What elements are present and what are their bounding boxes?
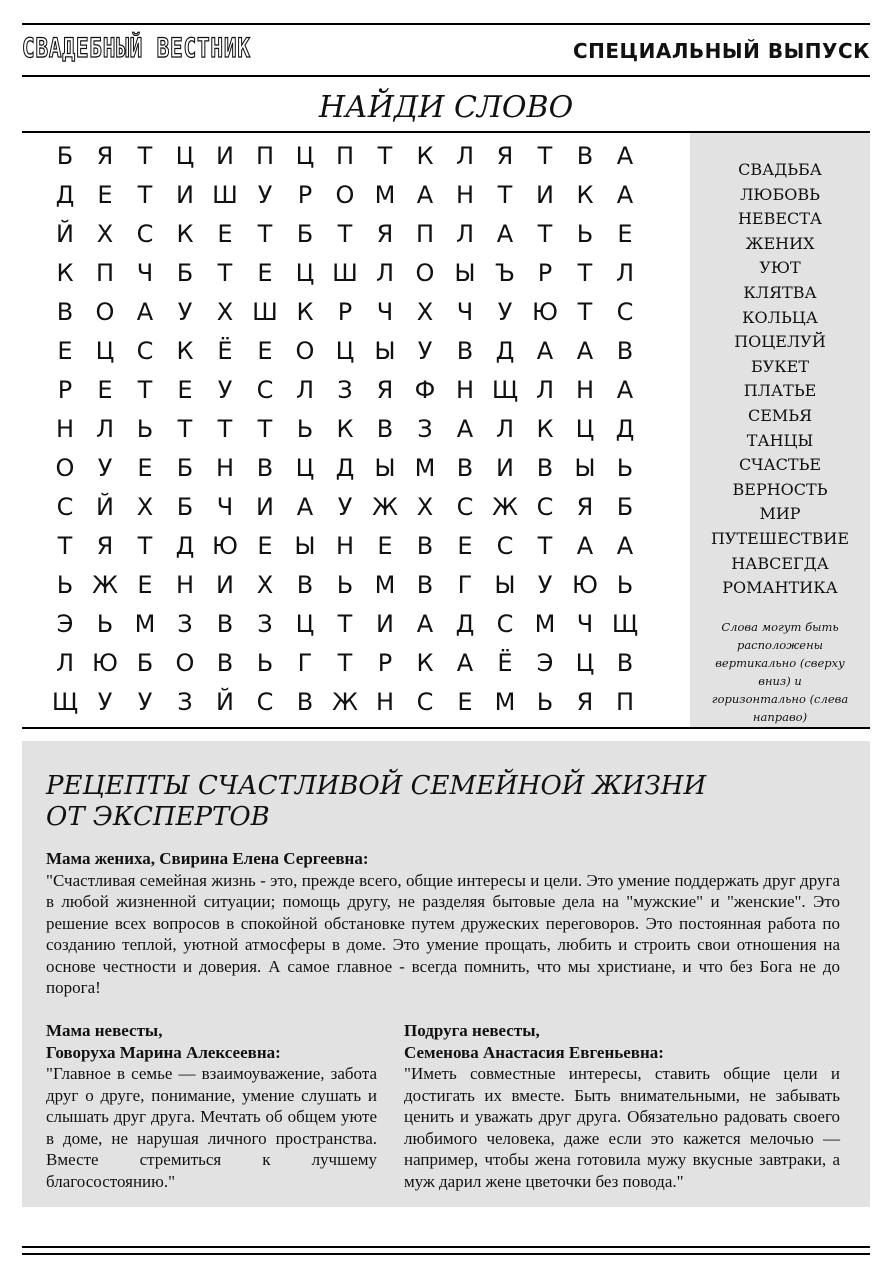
- grid-cell: Ц: [295, 454, 315, 482]
- grid-cell: Ы: [374, 454, 396, 482]
- grid-cell: Л: [535, 376, 555, 404]
- grid-cell: В: [456, 337, 474, 365]
- grid-cell: М: [134, 610, 156, 638]
- grid-cell: А: [416, 181, 434, 209]
- grid-cell: К: [536, 415, 554, 443]
- grid-cell: Х: [256, 571, 274, 599]
- grid-cell: Ы: [494, 571, 516, 599]
- grid-cell: Б: [296, 220, 314, 248]
- grid-cell: М: [534, 610, 556, 638]
- grid-cell: С: [256, 376, 274, 404]
- grid-cell: Е: [137, 571, 153, 599]
- grid-cell: В: [216, 610, 234, 638]
- word-list-item: БУКЕТ: [750, 356, 810, 376]
- grid-cell: Ц: [575, 649, 595, 677]
- word-list-item: ПУТЕШЕСТВИЕ: [710, 528, 850, 548]
- grid-cell: О: [55, 454, 75, 482]
- grid-cell: Ч: [456, 298, 474, 326]
- grid-cell: Ч: [216, 493, 234, 521]
- grid-cell: Х: [216, 298, 234, 326]
- quote-text: "Иметь совместные интересы, ставить общие цели и достигать их вместе. Быть внимательными, не забывать ценить и уважать друг друга. Обязательно радовать своего любимого человека, даже если это кажется мелочью — например, чтобы жена готовила мужу вкусные завтраки, а муж дарил жене цветочки без повода.": [404, 1064, 840, 1191]
- grid-cell: Я: [576, 493, 594, 521]
- grid-cell: Е: [257, 337, 273, 365]
- grid-cell: А: [536, 337, 554, 365]
- grid-cell: Л: [55, 649, 75, 677]
- grid-cell: А: [496, 220, 514, 248]
- grid-cell: Ь: [616, 571, 634, 599]
- grid-cell: В: [296, 688, 314, 716]
- grid-cell: У: [137, 688, 153, 716]
- grid-cell: Ь: [536, 688, 554, 716]
- grid-cell: Ю: [532, 298, 558, 326]
- grid-cell: О: [175, 649, 195, 677]
- grid-cell: З: [257, 610, 273, 638]
- grid-cell: Я: [576, 688, 594, 716]
- word-list-item: ЛЮБОВЬ: [740, 184, 820, 204]
- grid-cell: Т: [257, 415, 273, 443]
- grid-cell: Ь: [576, 220, 594, 248]
- grid-cell: У: [177, 298, 193, 326]
- grid-cell: Д: [455, 610, 475, 638]
- grid-cell: Д: [495, 337, 515, 365]
- grid-cell: Н: [375, 688, 395, 716]
- grid-cell: А: [576, 337, 594, 365]
- recipes-title-line-1: РЕЦЕПТЫ СЧАСТЛИВОЙ СЕМЕЙНОЙ ЖИЗНИ: [46, 771, 707, 801]
- word-list-item: СЧАСТЬЕ: [738, 455, 822, 475]
- grid-cell: Х: [136, 493, 154, 521]
- grid-cell: В: [536, 454, 554, 482]
- grid-cell: Ё: [217, 337, 233, 365]
- grid-cell: Т: [137, 376, 153, 404]
- wordsearch-title: НАЙДИ СЛОВО: [318, 90, 574, 125]
- grid-cell: Ж: [332, 688, 358, 716]
- word-list-item: КОЛЬЦА: [742, 307, 818, 327]
- quote-bride-mother: [46, 1020, 377, 1192]
- grid-cell: В: [416, 532, 434, 560]
- grid-cell: Р: [297, 181, 313, 209]
- grid-cell: З: [177, 688, 193, 716]
- grid-cell: О: [335, 181, 355, 209]
- grid-cell: Ю: [572, 571, 598, 599]
- quote-author-line-2: Семенова Анастасия Евгеньевна:: [404, 1042, 664, 1062]
- grid-cell: Ц: [175, 142, 195, 170]
- grid-cell: Ш: [212, 181, 238, 209]
- grid-cell: Ж: [372, 493, 398, 521]
- grid-cell: В: [616, 337, 634, 365]
- grid-cell: Я: [496, 142, 514, 170]
- grid-cell: С: [496, 532, 514, 560]
- grid-cell: М: [374, 181, 396, 209]
- grid-cell: Ъ: [495, 259, 515, 287]
- grid-cell: П: [415, 220, 435, 248]
- grid-cell: Н: [455, 376, 475, 404]
- grid-cell: И: [536, 181, 554, 209]
- grid-cell: П: [615, 688, 635, 716]
- grid-cell: Б: [136, 649, 154, 677]
- grid-cell: П: [95, 259, 115, 287]
- grid-cell: Л: [615, 259, 635, 287]
- word-list-item: ТАНЦЫ: [746, 430, 814, 450]
- grid-cell: И: [176, 181, 194, 209]
- grid-cell: О: [95, 298, 115, 326]
- grid-cell: Т: [537, 532, 553, 560]
- grid-cell: В: [376, 415, 394, 443]
- grid-cell: Б: [176, 493, 194, 521]
- grid-cell: И: [376, 610, 394, 638]
- grid-cell: Т: [337, 220, 353, 248]
- grid-cell: Ь: [256, 649, 274, 677]
- grid-cell: З: [417, 415, 433, 443]
- grid-cell: М: [414, 454, 436, 482]
- grid-cell: Д: [55, 181, 75, 209]
- grid-cell: К: [56, 259, 74, 287]
- masthead: [22, 31, 870, 71]
- grid-cell: Б: [176, 454, 194, 482]
- grid-cell: Е: [257, 259, 273, 287]
- grid-cell: Б: [56, 142, 74, 170]
- grid-cell: Ы: [574, 454, 596, 482]
- grid-cell: Е: [457, 532, 473, 560]
- grid-cell: Е: [97, 376, 113, 404]
- grid-cell: Е: [97, 181, 113, 209]
- grid-cell: Я: [376, 376, 394, 404]
- word-list: [690, 158, 870, 601]
- grid-cell: Е: [257, 532, 273, 560]
- grid-cell: З: [177, 610, 193, 638]
- grid-cell: С: [456, 493, 474, 521]
- word-list-item: РОМАНТИКА: [722, 578, 838, 598]
- grid-cell: Я: [96, 532, 114, 560]
- recipes-section: [22, 741, 870, 1207]
- quote-author-line-1: Подруга невесты,: [404, 1021, 540, 1040]
- grid-cell: Н: [575, 376, 595, 404]
- word-list-panel: [690, 133, 870, 727]
- grid-cell: А: [296, 493, 314, 521]
- grid-cell: З: [337, 376, 353, 404]
- grid-cell: С: [496, 610, 514, 638]
- grid-cell: Э: [56, 610, 74, 638]
- grid-cell: А: [616, 376, 634, 404]
- grid-cell: С: [536, 493, 554, 521]
- grid-cell: Я: [96, 142, 114, 170]
- word-list-item: СВАДЬБА: [738, 160, 822, 179]
- grid-cell: Ч: [136, 259, 154, 287]
- grid-cell: Я: [376, 220, 394, 248]
- grid-cell: Т: [217, 415, 233, 443]
- grid-cell: О: [295, 337, 315, 365]
- grid-cell: В: [616, 649, 634, 677]
- grid-cell: А: [616, 532, 634, 560]
- grid-cell: В: [216, 649, 234, 677]
- grid-cell: Д: [615, 415, 635, 443]
- grid-cell: П: [335, 142, 355, 170]
- grid-cell: С: [256, 688, 274, 716]
- grid-cell: С: [136, 337, 154, 365]
- grid-cell: Д: [335, 454, 355, 482]
- grid-cell: Т: [137, 142, 153, 170]
- word-list-item: ЖЕНИХ: [745, 233, 815, 253]
- grid-cell: С: [136, 220, 154, 248]
- grid-cell: Р: [537, 259, 553, 287]
- quote-author: Мама жениха, Свирина Елена Сергеевна:: [46, 849, 369, 868]
- grid-cell: К: [176, 220, 194, 248]
- wordsearch-grid: [45, 137, 645, 723]
- grid-cell: Ь: [96, 610, 114, 638]
- grid-cell: Щ: [491, 376, 519, 404]
- grid-cell: Х: [96, 220, 114, 248]
- grid-cell: Ю: [92, 649, 118, 677]
- grid-cell: К: [576, 181, 594, 209]
- grid-cell: Н: [175, 571, 195, 599]
- grid-cell: Е: [457, 688, 473, 716]
- grid-cell: У: [257, 181, 273, 209]
- grid-cell: Л: [95, 415, 115, 443]
- grid-cell: У: [97, 688, 113, 716]
- grid-cell: Е: [377, 532, 393, 560]
- grid-cell: В: [576, 142, 594, 170]
- recipes-title-line-2: ОТ ЭКСПЕРТОВ: [46, 802, 270, 832]
- grid-cell: А: [136, 298, 154, 326]
- grid-cell: В: [456, 454, 474, 482]
- grid-cell: Ц: [575, 415, 595, 443]
- grid-cell: Ц: [295, 259, 315, 287]
- grid-cell: В: [256, 454, 274, 482]
- word-list-item: НАВСЕГДА: [731, 553, 829, 573]
- grid-cell: С: [616, 298, 634, 326]
- grid-cell: Е: [617, 220, 633, 248]
- header-bottom-rule: [22, 75, 870, 77]
- grid-cell: Ч: [376, 298, 394, 326]
- grid-cell: И: [256, 493, 274, 521]
- grid-cell: К: [416, 649, 434, 677]
- grid-cell: Х: [416, 298, 434, 326]
- grid-cell: Л: [455, 220, 475, 248]
- grid-cell: Т: [177, 415, 193, 443]
- grid-cell: Б: [176, 259, 194, 287]
- grid-cell: К: [416, 142, 434, 170]
- grid-cell: В: [56, 298, 74, 326]
- grid-cell: Т: [137, 181, 153, 209]
- quote-groom-mother: [46, 848, 840, 999]
- word-list-item: УЮТ: [759, 258, 801, 278]
- grid-cell: Г: [297, 649, 313, 677]
- grid-cell: В: [416, 571, 434, 599]
- recipes-title: [46, 771, 846, 833]
- grid-cell: Й: [216, 688, 234, 716]
- grid-cell: Ё: [497, 649, 513, 677]
- grid-cell: Т: [537, 142, 553, 170]
- quote-author-line-1: Мама невесты,: [46, 1021, 163, 1040]
- wordsearch-note: Слова могут быть расположены вертикально (сверху вниз) и горизонтально (слева направо): [711, 620, 849, 724]
- grid-cell: К: [176, 337, 194, 365]
- grid-cell: Щ: [611, 610, 639, 638]
- grid-cell: С: [416, 688, 434, 716]
- grid-cell: Н: [55, 415, 75, 443]
- newspaper-logo: СВАДЕБНЫЙ ВЕСТНИК: [22, 33, 251, 64]
- grid-cell: Р: [377, 649, 393, 677]
- grid-cell: Щ: [51, 688, 79, 716]
- grid-cell: Ц: [335, 337, 355, 365]
- grid-cell: Ь: [336, 571, 354, 599]
- edition-label: СПЕЦИАЛЬНЫЙ ВЫПУСК: [572, 39, 870, 63]
- grid-cell: Т: [57, 532, 73, 560]
- grid-cell: Ц: [95, 337, 115, 365]
- quote-author-line-2: Говоруха Марина Алексеевна:: [46, 1042, 281, 1062]
- grid-cell: И: [216, 571, 234, 599]
- grid-cell: С: [56, 493, 74, 521]
- grid-cell: Р: [57, 376, 73, 404]
- grid-cell: Е: [137, 454, 153, 482]
- grid-cell: Т: [377, 142, 393, 170]
- grid-cell: Т: [257, 220, 273, 248]
- grid-cell: О: [415, 259, 435, 287]
- grid-cell: М: [494, 688, 516, 716]
- grid-cell: Ь: [296, 415, 314, 443]
- grid-cell: Ы: [454, 259, 476, 287]
- word-list-item: ВЕРНОСТЬ: [732, 479, 828, 499]
- grid-cell: Г: [457, 571, 473, 599]
- grid-cell: Е: [217, 220, 233, 248]
- grid-cell: А: [456, 649, 474, 677]
- grid-cell: У: [337, 493, 353, 521]
- grid-cell: Д: [175, 532, 195, 560]
- grid-cell: Ц: [295, 610, 315, 638]
- grid-cell: Т: [337, 649, 353, 677]
- grid-cell: Ь: [136, 415, 154, 443]
- grid-cell: Х: [416, 493, 434, 521]
- grid-cell: А: [416, 610, 434, 638]
- grid-cell: У: [417, 337, 433, 365]
- grid-cell: К: [296, 298, 314, 326]
- grid-cell: Т: [217, 259, 233, 287]
- grid-cell: Т: [577, 259, 593, 287]
- grid-cell: Н: [455, 181, 475, 209]
- word-list-item: ПЛАТЬЕ: [743, 381, 817, 401]
- grid-cell: М: [374, 571, 396, 599]
- grid-cell: К: [336, 415, 354, 443]
- grid-cell: У: [537, 571, 553, 599]
- grid-cell: Е: [177, 376, 193, 404]
- grid-cell: Л: [295, 376, 315, 404]
- grid-cell: Ш: [332, 259, 358, 287]
- grid-cell: А: [456, 415, 474, 443]
- grid-cell: Ц: [295, 142, 315, 170]
- grid-cell: Н: [215, 454, 235, 482]
- grid-cell: Н: [335, 532, 355, 560]
- grid-cell: У: [497, 298, 513, 326]
- grid-cell: Ш: [252, 298, 278, 326]
- grid-cell: Ю: [212, 532, 238, 560]
- grid-cell: Т: [577, 298, 593, 326]
- word-list-item: МИР: [759, 504, 801, 524]
- header-top-rule: [22, 23, 870, 25]
- wordsearch-bottom-rule: [22, 727, 870, 729]
- grid-cell: И: [216, 142, 234, 170]
- grid-cell: Ч: [576, 610, 594, 638]
- grid-cell: Ы: [374, 337, 396, 365]
- quote-text: "Счастливая семейная жизнь - это, прежде всего, общие интересы и цели. Это умение поддержать друг друга в любой жизненной ситуации; помощь другу, не разделяя бытовые дела на "мужские" и "женские". Это решение всех вопросов в спокойной обстановке путем дружеских переговоров. Это постоянная работа по созданию теплой, уютной атмосферы в доме. Это умение прощать, любить и строить свои отношения на основе честности и доверия. А самое главное - всегда помнить, что мы христиане, и что без Бога не до порога!: [46, 870, 840, 997]
- grid-cell: Ь: [56, 571, 74, 599]
- grid-cell: И: [496, 454, 514, 482]
- grid-cell: Т: [497, 181, 513, 209]
- grid-cell: Т: [537, 220, 553, 248]
- grid-cell: Ж: [492, 493, 518, 521]
- footer-rule-2: [22, 1253, 870, 1255]
- word-list-item: НЕВЕСТА: [737, 209, 823, 229]
- grid-cell: А: [616, 142, 634, 170]
- grid-cell: У: [217, 376, 233, 404]
- grid-cell: Л: [455, 142, 475, 170]
- grid-cell: А: [576, 532, 594, 560]
- grid-cell: У: [97, 454, 113, 482]
- grid-cell: Л: [375, 259, 395, 287]
- word-list-item: СЕМЬЯ: [747, 405, 812, 425]
- grid-cell: Р: [337, 298, 353, 326]
- quote-bride-friend: [404, 1020, 840, 1192]
- grid-cell: Е: [57, 337, 73, 365]
- grid-cell: Л: [495, 415, 515, 443]
- grid-cell: Й: [56, 220, 74, 248]
- grid-cell: Т: [337, 610, 353, 638]
- word-list-item: ПОЦЕЛУЙ: [734, 332, 826, 352]
- grid-cell: Ж: [92, 571, 118, 599]
- grid-cell: Э: [536, 649, 554, 677]
- grid-cell: А: [616, 181, 634, 209]
- quote-text: "Главное в семье — взаимоуважение, забота друг о друге, понимание, умение слушать и слышать друг друга. Мечтать об общем уюте в доме, не нарушая личного пространства. Вместе стремиться к лучшему благосостоянию.": [46, 1064, 377, 1191]
- word-list-item: КЛЯТВА: [743, 282, 817, 302]
- grid-cell: Ь: [616, 454, 634, 482]
- grid-cell: В: [296, 571, 314, 599]
- grid-cell: П: [255, 142, 275, 170]
- grid-cell: Т: [137, 532, 153, 560]
- footer-rule-1: [22, 1246, 870, 1248]
- grid-cell: Б: [616, 493, 634, 521]
- grid-cell: Й: [96, 493, 114, 521]
- grid-cell: Ф: [414, 376, 436, 404]
- grid-cell: Ы: [294, 532, 316, 560]
